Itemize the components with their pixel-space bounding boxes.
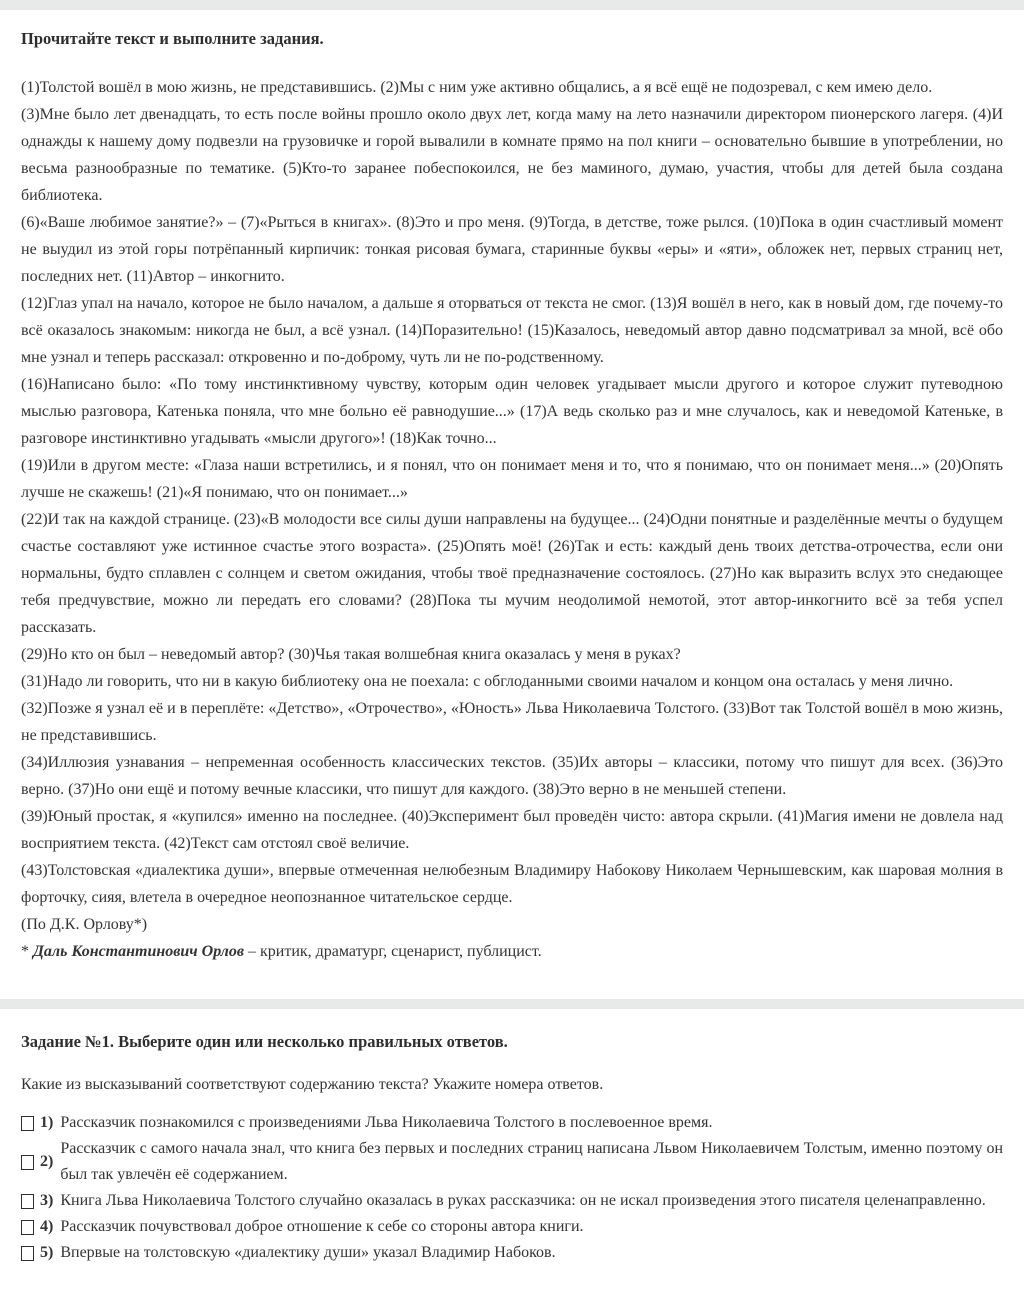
option-text: Рассказчик познакомился с произведениями Льва Николаевича Толстого в послевоенное время. (60, 1114, 713, 1131)
text-paragraph: (1)Толстой вошёл в мою жизнь, не представившись. (2)Мы с ним уже активно общались, а я всё ещё не подозревал, с кем имею дело. (21, 79, 933, 96)
answer-checkbox[interactable] (21, 1155, 34, 1170)
answer-checkbox[interactable] (21, 1194, 34, 1209)
text-paragraph: (32)Позже я узнал её и в переплёте: «Детство», «Отрочество», «Юность» Льва Николаевича Толстого. (33)Вот так Толстой вошёл в мою жизнь, не представившись. (21, 700, 1003, 744)
option-text: Впервые на толстовскую «диалектику души» указал Владимир Набоков. (60, 1244, 556, 1261)
option-control (21, 1240, 53, 1266)
option-number: 3) (40, 1192, 54, 1209)
top-strip (0, 0, 1024, 10)
text-paragraph: (34)Иллюзия узнавания – непременная особенность классических текстов. (35)Их авторы – классики, потому что пишут для всех. (36)Это верно. (37)Но они ещё и потому вечные классики, что пишут для каждого. (38)Это верно в не меньшей степени. (21, 754, 1003, 798)
section-divider (0, 999, 1024, 1009)
option-number: 1) (40, 1114, 54, 1131)
answer-checkbox[interactable] (21, 1220, 34, 1235)
option-control (21, 1188, 53, 1214)
task-question: Какие из высказываний соответствуют содержанию текста? Укажите номера ответов. (21, 1076, 604, 1093)
text-paragraph: (39)Юный простак, я «купился» именно на последнее. (40)Эксперимент был проведён чисто: автора скрыли. (41)Магия имени не довлела над восприятием текста. (42)Текст сам отстоял своё величие. (21, 808, 1003, 852)
author-name: Даль Константинович Орлов (33, 943, 244, 960)
text-paragraph: (12)Глаз упал на начало, которое не было началом, а дальше я оторваться от текста не смог. (13)Я вошёл в него, как в новый дом, где почему-то всё оказалось знакомым: никогда не был, а всё узнал. (14)Поразительно! (15)Казалось, неведомый автор давно подсматривал за мной, всё обо мне узнал и теперь рассказал: откровенно и по-доброму, чуть ли не по-родственному. (21, 295, 1003, 366)
answer-option[interactable] (21, 1110, 1003, 1136)
reading-section (0, 10, 1024, 999)
option-number: 4) (40, 1218, 54, 1235)
answer-option[interactable] (21, 1136, 1003, 1188)
answer-option[interactable] (21, 1240, 1003, 1266)
text-paragraph: (По Д.К. Орлову*) (21, 916, 148, 933)
text-paragraph: (22)И так на каждой странице. (23)«В молодости все силы души направлены на будущее... (24)Одни понятные и разделённые мечты о будущем счастье составляют уже истинное счастье этого возраста». (25)Опять моё! (26)Так и есть: каждый день твоих детства-отрочества, если они нормальны, будто сплавлен с солнцем и светом ожидания, чтобы твоё предназначение состоялось. (27)Но как выразить вслух это снедающее тебя предчувствие, можно ли передать его словами? (28)Пока ты мучим неодолимой немотой, этот автор-инкогнито всё за тебя успел рассказать. (21, 511, 1003, 636)
option-control (21, 1214, 53, 1240)
text-paragraph: (29)Но кто он был – неведомый автор? (30)Чья такая волшебная книга оказалась у меня в руках? (21, 646, 681, 663)
text-paragraph: (3)Мне было лет двенадцать, то есть после войны прошло около двух лет, когда маму на лето назначили директором пионерского лагеря. (4)И однажды к нашему дому подвезли на грузовичке и горой вывалили в комнате прямо на пол книги – основательно бывшие в употреблении, но весьма разнообразные по тематике. (5)Кто-то заранее побеспокоился, не без маминого, думаю, участия, чтобы для детей была создана библиотека. (21, 106, 1003, 204)
task-section (0, 1009, 1024, 1296)
answer-checkbox[interactable] (21, 1246, 34, 1261)
reading-text (21, 74, 1003, 938)
text-paragraph: (31)Надо ли говорить, что ни в какую библиотеку она не поехала: с обглоданными своими началом и концом она осталась у меня лично. (21, 673, 954, 690)
option-number: 2) (40, 1153, 54, 1170)
author-note-star: * (21, 943, 33, 960)
answer-option[interactable] (21, 1214, 1003, 1240)
author-note-description: – критик, драматург, сценарист, публицист. (243, 943, 542, 960)
instruction-heading: Прочитайте текст и выполните задания. (21, 29, 324, 48)
option-text: Рассказчик почувствовал доброе отношение к себе со стороны автора книги. (60, 1218, 584, 1235)
text-paragraph: (6)«Ваше любимое занятие?» – (7)«Рыться в книгах». (8)Это и про меня. (9)Тогда, в детстве, тоже рылся. (10)Пока в один счастливый момент не выудил из этой горы потрёпанный кирпичик: тонкая рисовая бумага, старинные буквы «еры» и «яти», обложек нет, первых страниц нет, последних нет. (11)Автор – инкогнито. (21, 214, 1003, 285)
task-title: Задание №1. Выберите один или несколько правильных ответов. (21, 1032, 508, 1051)
text-paragraph: (16)Написано было: «По тому инстинктивному чувству, которым один человек угадывает мысли другого и которое служит путеводною мыслью разговора, Катенька поняла, что мне больно её равнодушие...» (17)А ведь сколько раз и мне случалось, как и неведомой Катеньке, в разговоре инстинктивно угадывать «мысли другого»! (18)Как точно... (21, 376, 1003, 447)
option-text: Книга Льва Николаевича Толстого случайно оказалась в руках рассказчика: он не искал произведения этого писателя целенаправленно. (60, 1192, 986, 1209)
text-paragraph: (19)Или в другом месте: «Глаза наши встретились, и я понял, что он понимает меня и то, что я понимаю, что он понимает меня...» (20)Опять лучше не скажешь! (21)«Я понимаю, что он понимает...» (21, 457, 1003, 501)
option-number: 5) (40, 1244, 54, 1261)
option-text: Рассказчик с самого начала знал, что книга без первых и последних страниц написана Львом Николаевичем Толстым, именно поэтому он был так увлечён её содержанием. (60, 1140, 1003, 1183)
text-paragraph: (43)Толстовская «диалектика души», впервые отмеченная нелюбезным Владимиру Набокову Николаем Чернышевским, как шаровая молния в форточку, сияя, влетела в очередное неопознанное читательское сердце. (21, 862, 1003, 906)
option-control (21, 1110, 53, 1136)
answer-checkbox[interactable] (21, 1116, 34, 1131)
option-control (21, 1149, 53, 1175)
options-list (21, 1110, 1003, 1266)
answer-option[interactable] (21, 1188, 1003, 1214)
author-note (21, 938, 1003, 965)
